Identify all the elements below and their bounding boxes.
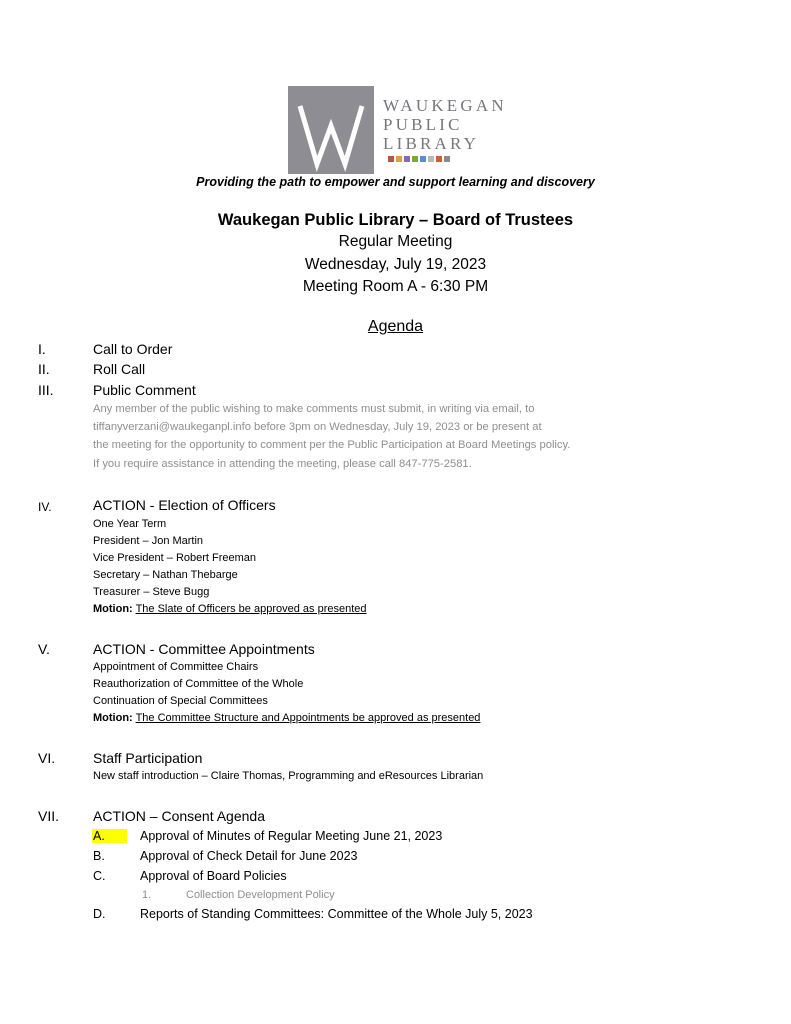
logo-color-square	[428, 156, 434, 162]
motion-iv	[93, 603, 367, 615]
committee-line: Continuation of Special Committees	[93, 695, 268, 707]
committee-line: Appointment of Committee Chairs	[93, 661, 259, 673]
meeting-room-time: Meeting Room A - 6:30 PM	[302, 278, 489, 295]
logo-color-square	[388, 156, 394, 162]
meeting-type: Regular Meeting	[338, 233, 453, 250]
consent-text-b: Approval of Check Detail for June 2023	[140, 849, 358, 863]
logo-color-square	[436, 156, 442, 162]
logo-color-square	[444, 156, 450, 162]
logo-color-square	[396, 156, 402, 162]
motion-text: The Committee Structure and Appointments be approved as presented	[135, 712, 481, 724]
consent-letter-b: B.	[93, 849, 105, 863]
consent-letter-c: C.	[93, 869, 106, 883]
public-comment-line: tiffanyverzani@waukeganpl.info before 3pm on Wednesday, July 19, 2023 or be present at	[93, 421, 542, 433]
motion-label: Motion:	[93, 712, 133, 724]
item-title-i: Call to Order	[93, 341, 173, 357]
committee-line: Reauthorization of Committee of the Whole	[93, 678, 304, 690]
meeting-date: Wednesday, July 19, 2023	[304, 256, 487, 273]
item-number-v: V.	[38, 641, 50, 657]
policy-text-1: Collection Development Policy	[186, 889, 335, 901]
tagline: Providing the path to empower and support learning and discovery	[196, 175, 595, 189]
item-title-ii: Roll Call	[93, 361, 146, 377]
motion-text: The Slate of Officers be approved as presented	[135, 603, 367, 615]
logo-word-3: LIBRARY	[383, 134, 480, 153]
item-number-ii: II.	[38, 361, 50, 377]
item-title-vi: Staff Participation	[93, 750, 203, 766]
officer-line: Vice President – Robert Freeman	[93, 552, 257, 564]
consent-letter-a	[93, 829, 127, 843]
motion-v	[93, 712, 480, 724]
logo-color-squares	[388, 156, 450, 162]
board-title: Waukegan Public Library – Board of Trustees	[217, 211, 574, 229]
officer-line: President – Jon Martin	[93, 535, 204, 547]
officer-line: Secretary – Nathan Thebarge	[93, 569, 238, 581]
highlight-a: A.	[92, 829, 127, 843]
item-number-iv: IV.	[38, 500, 52, 514]
consent-text-c: Approval of Board Policies	[140, 869, 287, 883]
logo-w-glyph	[288, 86, 374, 174]
item-title-v: ACTION - Committee Appointments	[93, 641, 315, 657]
public-comment-line: Any member of the public wishing to make comments must submit, in writing via email, to	[93, 403, 535, 415]
consent-letter-d: D.	[93, 907, 106, 921]
item-number-iii: III.	[38, 382, 54, 398]
logo-mark	[288, 86, 374, 174]
agenda-heading: Agenda	[367, 318, 424, 335]
item-title-iii: Public Comment	[93, 382, 196, 398]
motion-label: Motion:	[93, 603, 133, 615]
item-number-vii: VII.	[38, 808, 60, 824]
consent-text-d: Reports of Standing Committees: Committee of the Whole July 5, 2023	[140, 907, 533, 921]
item-number-i: I.	[38, 341, 46, 357]
logo-color-square	[412, 156, 418, 162]
logo-word-2: PUBLIC	[383, 115, 463, 134]
logo-word-1: WAUKEGAN	[383, 96, 507, 115]
item-title-iv: ACTION - Election of Officers	[93, 497, 276, 513]
officer-line: Treasurer – Steve Bugg	[93, 586, 210, 598]
public-comment-line: the meeting for the opportunity to comment per the Public Participation at Board Meetings policy.	[93, 439, 571, 451]
staff-line: New staff introduction – Claire Thomas, Programming and eResources Librarian	[93, 770, 484, 782]
item-number-vi: VI.	[38, 750, 56, 766]
public-comment-line: If you require assistance in attending the meeting, please call 847-775-2581.	[93, 458, 472, 470]
logo-color-square	[404, 156, 410, 162]
logo-color-square	[420, 156, 426, 162]
policy-number-1: 1.	[142, 889, 152, 901]
item-title-vii: ACTION – Consent Agenda	[93, 808, 265, 824]
consent-text-a: Approval of Minutes of Regular Meeting June 21, 2023	[140, 829, 443, 843]
officer-line: One Year Term	[93, 518, 167, 530]
